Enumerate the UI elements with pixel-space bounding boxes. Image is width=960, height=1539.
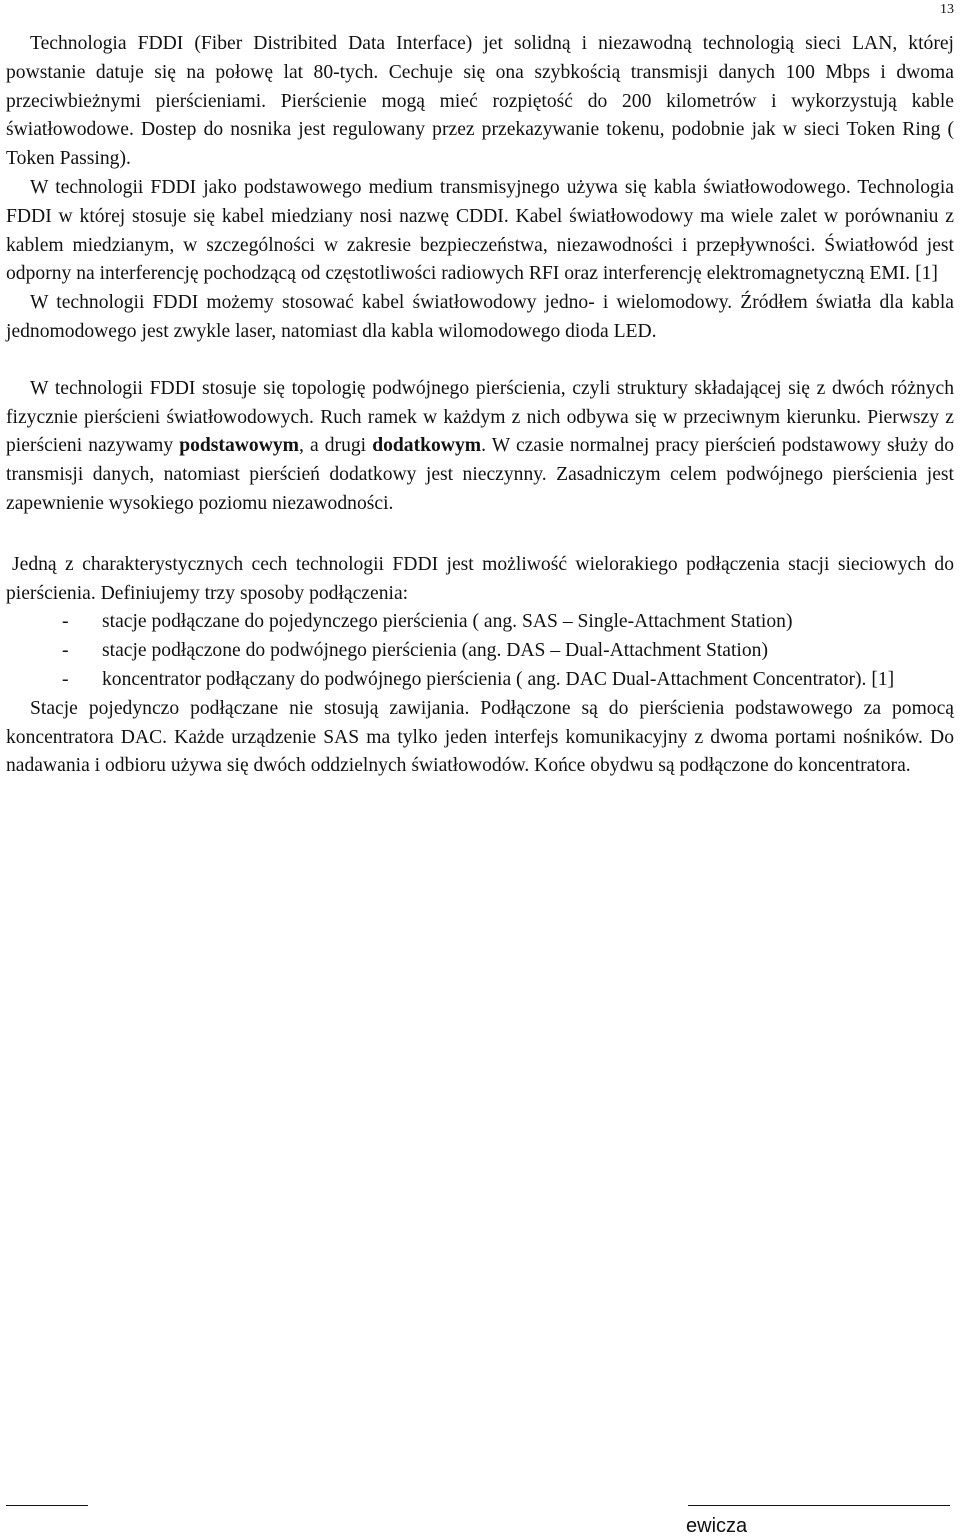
list-item bbox=[6, 637, 954, 666]
fddi-sas-paragraph: Stacje pojedynczo podłączane nie stosują zawijania. Podłączone są do pierścienia podstawowego za pomocą koncentratora DAC. Każde urządzenie SAS ma tylko jeden interfejs komunikacyjny z dwoma portami nośników. Do nadawania i odbioru używa się dwóch oddzielnych światłowodów. Końce obydwu są podłączone do koncentratora. bbox=[6, 697, 954, 777]
footer-rule bbox=[688, 1505, 950, 1506]
footnote-separator bbox=[6, 1505, 88, 1506]
list-item-text: koncentrator podłączany do podwójnego pierścienia ( ang. DAC Dual-Attachment Concentrator). [1] bbox=[102, 668, 895, 690]
fddi-medium-paragraph: W technologii FDDI jako podstawowego medium transmisyjnego używa się kabla światłowodowego. Technologia FDDI w której stosuje się kabel miedziany nosi nazwę CDDI. Kabel światłowodowy ma wiele zalet w porównaniu z kablem miedzianym, w szczególności w zakresie bezpieczeństwa, niezawodności i przepływności. Światłowód jest odporny na interferencję pochodzącą od częstotliwości radiowych RFI oraz interferencję elektromagnetyczną EMI. [1] bbox=[6, 176, 954, 285]
list-item-text: stacje podłączane do pojedynczego pierścienia ( ang. SAS – Single-Attachment Station) bbox=[102, 611, 793, 633]
footer-author-fragment: ewicza bbox=[686, 1515, 748, 1537]
fddi-intro-paragraph: Technologia FDDI (Fiber Distribited Data Interface) jet solidną i niezawodną technologią sieci LAN, której powstanie datuje się na połowę lat 80-tych. Cechuje się ona szybkością transmisji danych 100 Mbps i dwoma przeciwbieżnymi pierścieniami. Pierścienie mogą mieć rozpiętość do 200 kilometrów i wykorzystują kable światłowodowe. Dostep do nosnika jest regulowany przez przekazywanie tokenu, podobnie jak w sieci Token Ring ( Token Passing). bbox=[6, 33, 954, 170]
topology-bold-secondary: dodatkowym bbox=[372, 435, 482, 457]
list-item bbox=[6, 608, 954, 637]
fddi-fiber-types-paragraph: W technologii FDDI możemy stosować kabel światłowodowy jedno- i wielomodowy. Źródłem światła dla kabla jednomodowego jest zwykle laser, natomiast dla kabla wilomodowego dioda LED. bbox=[6, 292, 954, 342]
document-body bbox=[6, 30, 954, 781]
connection-types-list bbox=[6, 608, 954, 694]
list-dash: - bbox=[62, 668, 69, 690]
fddi-connection-intro: Jedną z charakterystycznych cech technologii FDDI jest możliwość wielorakiego podłączenia stacji sieciowych do pierścienia. Definiujemy trzy sposoby podłączenia: bbox=[6, 553, 954, 604]
list-dash: - bbox=[62, 640, 69, 662]
list-item-text: stacje podłączone do podwójnego pierścienia (ang. DAS – Dual-Attachment Station) bbox=[102, 640, 768, 662]
list-dash: - bbox=[62, 611, 69, 633]
fddi-topology-paragraph bbox=[6, 375, 954, 519]
topology-bold-primary: podstawowym bbox=[179, 435, 299, 457]
topology-text-2: , a drugi bbox=[298, 435, 373, 457]
topology-text-3: . W czasie normalnej pracy pierścień podstawowy służy do transmisji danych, natomiast pierścień dodatkowy jest nieczynny. Zasadniczym celem podwójnego pierścienia jest zapewnienie wysokiego poziomu niezawodności. bbox=[6, 435, 954, 514]
topology-text-1: W technologii FDDI stosuje się topologię podwójnego pierścienia, czyli struktury składającej się z dwóch różnych fizycznie pierścieni światłowodowych. Ruch ramek w każdym z nich odbywa się w przeciwnym kierunku. Pierwszy z pierścieni nazywamy bbox=[6, 377, 954, 457]
list-item bbox=[6, 666, 954, 695]
page-number: 13 bbox=[940, 2, 954, 17]
